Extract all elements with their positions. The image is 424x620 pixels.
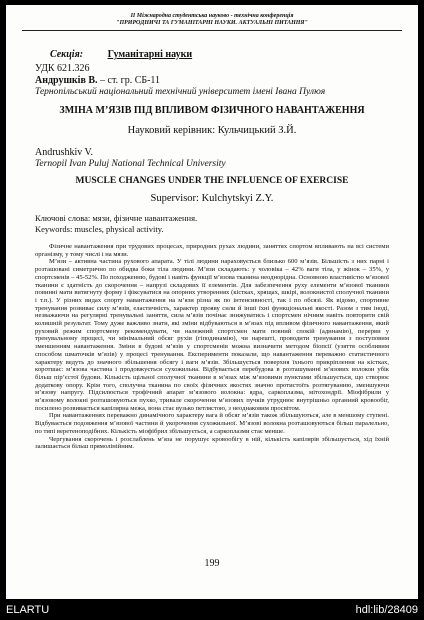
keywords-en: Keywords: muscles, physical activity. bbox=[35, 224, 164, 234]
author-uk bbox=[35, 75, 160, 86]
title-uk: ЗМІНА М’ЯЗІВ ПІД ВПЛИВОМ ФІЗИЧНОГО НАВАНТАЖЕННЯ bbox=[59, 105, 365, 116]
supervisor-uk: Науковий керівник: Кульчицький З.Й. bbox=[127, 125, 297, 136]
author-en: Andrushkiv V. bbox=[35, 147, 93, 158]
paragraph: Фізичне навантаження при трудових процесах, природних рухах людини, заняттях спортом впливають на всі системи організму, у тому числі і на мязи. bbox=[35, 243, 389, 258]
paragraph: При навантаженнях переважно динамічного характеру вага й обсяг м’язів також збільшуються, але в меншому ступені. Відбувається подовження м’язової частини й укорочення сухожильної. М’язові волокна розташовуються більш паралельно, по типі веретеноподібних. Кількість міофібрил збільшується, а саркоплазми стає менше. bbox=[35, 412, 389, 435]
affiliation-en: Ternopil Ivan Puluj National Technical University bbox=[35, 159, 226, 169]
conference-header bbox=[6, 13, 418, 27]
author-uk-name: Андрушків В. bbox=[35, 75, 98, 86]
title-en: MUSCLE CHANGES UNDER THE INFLUENCE OF EXERCISE bbox=[75, 176, 349, 186]
conference-line-1: II Міжнародна студентська науково - технічна конференція bbox=[130, 13, 294, 19]
paragraph: М’язи – активна частина рухового апарата. У тілі людини нараховується близько 600 м’язів. Більшість з них парні і розташовані симетрично по обидва боки тіла людини. М’язи складають: у чоловіка – 42% ваги тіла, у жінок – 35%, у спортсменів – 45-52%. По походженню, будові і навіть функції м’язова тканина неоднорідна. Основною властивістю м’язової тканини є здатність до скорочення – напрузі складових її елементів. Для забезпечення руху елементи м’язової тканини повинні мати витягнуту форму і фіксуватися на опорних утвореннях (кістках, хрящах, шкірі, волокнистої сполучної тканини і т.п.). У різних видах спорту навантаження на м’язи різна як по інтенсивності, так і по обсязі. Як відомо, спортивне тренування розвиває силу м’язів, еластичність, характер прояву сили й інші їхні функціональні якості. Разом з тим іноді, незважаючи на регулярні тренувальні заняття, сила м’язів почінає знижуватись і спортсмен нічним навіть повторити свій колишній результат. Тому дуже важливо знати, які зміни відбуваються в м’язах під впливом фізичного навантаження, який руховий режим спортсмену рекомендувати, чи належний спортсмен мати повний спокій (адинамію), перерви у тренувальному процесі, чи мінімальний обсяг рухів (гіподинамію), чи нарешті, проводити тренування з поступовим зменшенням навантаження. Зміни в будові м’язів у спортсменів можна визначити методом біопсії (узяття особливим способом шматочків м’язів) у процесі тренування. Експерименти показали, що навантаження переважно статистичного характеру ведуть до значного збільшення обсягу і ваги м’язів. Збільшується поверхня їхнього прикріплення на кістках, коротшає: м’язова частина і продовжується сухожильна. Відбувається перебудова в розташуванні м’язових волокон убік більш пір’єстої будови. Кількість щільної сполучної тканини в м’язах між м’язовими пунктами збільшується, що створює додаткову опору. Крім того, сполучна тканина по своїх фізичних якостях значно протистоїть розтягуванню, зменшуючи м’язову напругу. Підсилюється трофічний апарат м’язового волокна: ядра, саркоплазма, мітохондрії. Міофібрили у м’язовому волокні розташовуються пухко, тривале скорочення м’язових пучків утруднює внутрішньо органний кровообіг, посилено розвивається капілярна межа, вона стає вузько петлястою, з неоднаковим просвітом. bbox=[35, 258, 389, 412]
supervisor-en: Supervisor: Kulchytskyi Z.Y. bbox=[150, 193, 274, 204]
footer-repository-label: ELARTU bbox=[6, 604, 50, 616]
section-value: Гуманітарні науки bbox=[107, 49, 193, 60]
paragraph: Чергування скорочень і розслаблень м’яза не порушує кровообігу в ній, кількість капілярів збільшується, хід їхній залишається більш прямолінійним. bbox=[35, 435, 389, 451]
udc-code: УДК 621.326 bbox=[35, 63, 90, 74]
author-uk-group: – ст. гр. СБ-11 bbox=[97, 75, 161, 86]
affiliation-uk: Тернопільський національний технічний університет імені Івана Пулюя bbox=[35, 87, 326, 97]
keywords-uk: Ключові слова: мязи, фізичне навантаження. bbox=[35, 213, 198, 223]
page-number: 199 bbox=[204, 558, 220, 569]
body-text bbox=[35, 243, 389, 451]
document-page bbox=[6, 5, 418, 599]
conference-line-2: "ПРИРОДНИЧІ ТА ГУМАНІТАРНІ НАУКИ. АКТУАЛЬНІ ПИТАННЯ" bbox=[116, 20, 308, 26]
footer-handle-label: hdl:lib/28409 bbox=[355, 604, 418, 616]
section-row bbox=[50, 49, 192, 60]
section-label: Секція: bbox=[50, 49, 84, 60]
header-divider bbox=[22, 30, 402, 31]
